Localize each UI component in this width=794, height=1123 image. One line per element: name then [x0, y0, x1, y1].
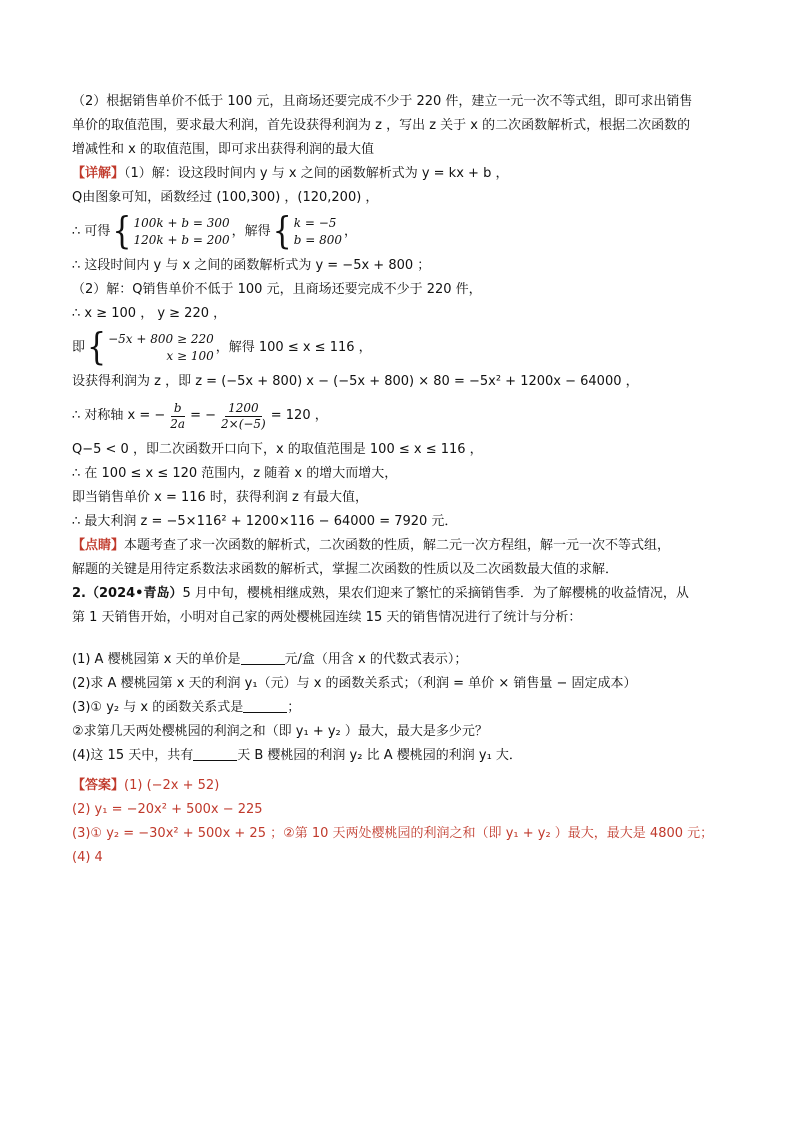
question-2-line-1	[72, 582, 732, 606]
detail-line-5: （2）解：Q销售单价不低于 100 元，且商场还要完成不少于 220 件，	[72, 282, 482, 297]
detail-line-4: ∴ 这段时间内 y 与 x 之间的函数解析式为 y = −5x + 800 ；	[72, 258, 431, 273]
detail-line-13: ∴ 最大利润 z = −5×116² + 1200×116 − 64000 = 7920 元．	[72, 514, 458, 529]
detail-line-8: 设获得利润为 z ，即 z = (−5x + 800) x − (−5x + 800) × 80 = −5x² + 1200x − 64000 ，	[72, 374, 639, 389]
detail-text-1: （1）解：设这段时间内 y 与 x 之间的函数解析式为 y = kx + b ，	[124, 166, 509, 181]
sub-q4-pre: (4)这 15 天中，共有	[72, 748, 194, 763]
equation-system-1	[112, 209, 230, 254]
detail-tag: 【详解】	[72, 166, 125, 181]
comment-line-1	[72, 534, 732, 558]
detail-line-7	[72, 326, 732, 370]
sub-q4-post: 天 B 樱桃园的利润 y₂ 比 A 樱桃园的利润 y₁ 大．	[237, 748, 522, 763]
answer-blank-1	[241, 650, 285, 665]
question-2-source: （2024•青岛）	[85, 586, 183, 601]
detail-l9-pre: ∴ 对称轴 x = −	[72, 408, 166, 423]
brace-icon: {	[87, 325, 107, 370]
answer-line-1	[72, 774, 732, 798]
sub-question-3b: ②求第几天两处樱桃园的利润之和（即 y₁ + y₂ ）最大，最大是多少元？	[72, 724, 488, 739]
detail-line-9	[72, 394, 732, 438]
sub-q1-pre: (1) A 樱桃园第 x 天的单价是	[72, 652, 241, 667]
answer-line-3: (3)① y₂ = −30x² + 500x + 25 ；②第 10 天两处樱桃园的利润之和（即 y₁ + y₂ ）最大，最大是 4800 元；	[72, 826, 714, 841]
detail-l9-mid: = −	[190, 408, 216, 423]
fraction-2-numerator: 1200	[225, 401, 262, 417]
analysis-line-1: （2）根据销售单价不低于 100 元，且商场还要完成不少于 220 件，建立一元一次不等式组，即可求出销售	[72, 94, 693, 109]
detail-l3-post: ，	[344, 224, 358, 239]
comment-tag: 【点睛】	[72, 538, 125, 553]
answer-line-2: (2) y₁ = −20x² + 500x − 225	[72, 802, 263, 817]
sub-question-4	[72, 744, 732, 768]
equation-system-2	[272, 209, 343, 254]
sub-q3-pre: (3)① y₂ 与 x 的函数关系式是	[72, 700, 244, 715]
detail-line-3	[72, 210, 732, 254]
inequality-system	[87, 325, 214, 370]
detail-line-2: Q由图象可知，函数经过 (100,300) ，(120,200) ，	[72, 190, 379, 205]
detail-l9-post: = 120 ，	[270, 408, 328, 423]
document-page	[72, 90, 732, 870]
question-2-text-1: 5 月中旬，樱桃相继成熟，果农们迎来了繁忙的采摘销售季．为了解樱桃的收益情况，从	[182, 586, 689, 601]
detail-line-10: Q−5 < 0 ，即二次函数开口向下，x 的取值范围是 100 ≤ x ≤ 116 ，	[72, 442, 483, 457]
detail-line-6: ∴ x ≥ 100 ， y ≥ 220 ，	[72, 306, 227, 321]
fraction-1200	[218, 401, 269, 432]
answer-1: (1) (−2x + 52)	[124, 778, 220, 793]
comment-text-1: 本题考查了求一次函数的解析式，二次函数的性质，解二元一次方程组，解一元一次不等式组，	[124, 538, 671, 553]
detail-l3-pre: ∴ 可得	[72, 224, 111, 239]
answer-blank-3	[243, 698, 287, 713]
inequality-a: −5x + 800 ≥ 220	[108, 332, 214, 346]
analysis-line-2: 单价的取值范围，要求最大利润，首先设获得利润为 z ，写出 z 关于 x 的二次函数解析式，根据二次函数的	[72, 118, 691, 133]
fraction-2-denominator: 2×(−5)	[221, 416, 266, 431]
detail-line-11: ∴ 在 100 ≤ x ≤ 120 范围内，z 随着 x 的增大而增大，	[72, 466, 398, 481]
sub-q3-post: ；	[287, 700, 301, 715]
answer-line-4: (4) 4	[72, 850, 103, 865]
fraction-1-denominator: 2a	[170, 416, 186, 431]
fraction-1-numerator: b	[171, 401, 185, 417]
system-2-eq-b: b = 800	[293, 233, 343, 247]
question-2-number: 2.	[72, 586, 86, 601]
detail-line-1	[72, 162, 732, 186]
sub-q1-post: 元/盒（用含 x 的代数式表示）；	[284, 652, 468, 667]
sub-question-1	[72, 648, 732, 672]
brace-icon: {	[272, 209, 292, 254]
system-2-eq-a: k = −5	[293, 216, 337, 230]
detail-l7-pre: 即	[72, 340, 86, 355]
answer-tag: 【答案】	[72, 778, 125, 793]
answer-blank-4	[193, 746, 237, 761]
detail-l3-mid: ，解得	[231, 224, 271, 239]
inequality-b: x ≥ 100	[166, 349, 214, 363]
comment-line-2: 解题的关键是用待定系数法求函数的解析式，掌握二次函数的性质以及二次函数最大值的求解．	[72, 562, 619, 577]
fraction-b-over-2a	[167, 401, 188, 432]
sub-question-2: (2)求 A 樱桃园第 x 天的利润 y₁（元）与 x 的函数关系式；（利润 = 单价 × 销售量 − 固定成本）	[72, 676, 637, 691]
brace-icon: {	[112, 209, 132, 254]
system-1-eq-b: 120k + b = 200	[133, 233, 230, 247]
sub-question-3	[72, 696, 732, 720]
detail-l7-post: ，解得 100 ≤ x ≤ 116 ，	[215, 340, 372, 355]
detail-line-12: 即当销售单价 x = 116 时，获得利润 z 有最大值，	[72, 490, 369, 505]
question-2-line-2: 第 1 天销售开始，小明对自己家的两处樱桃园连续 15 天的销售情况进行了统计与分析：	[72, 610, 582, 625]
system-1-eq-a: 100k + b = 300	[133, 216, 230, 230]
analysis-line-3: 增减性和 x 的取值范围，即可求出获得利润的最大值	[72, 142, 374, 157]
